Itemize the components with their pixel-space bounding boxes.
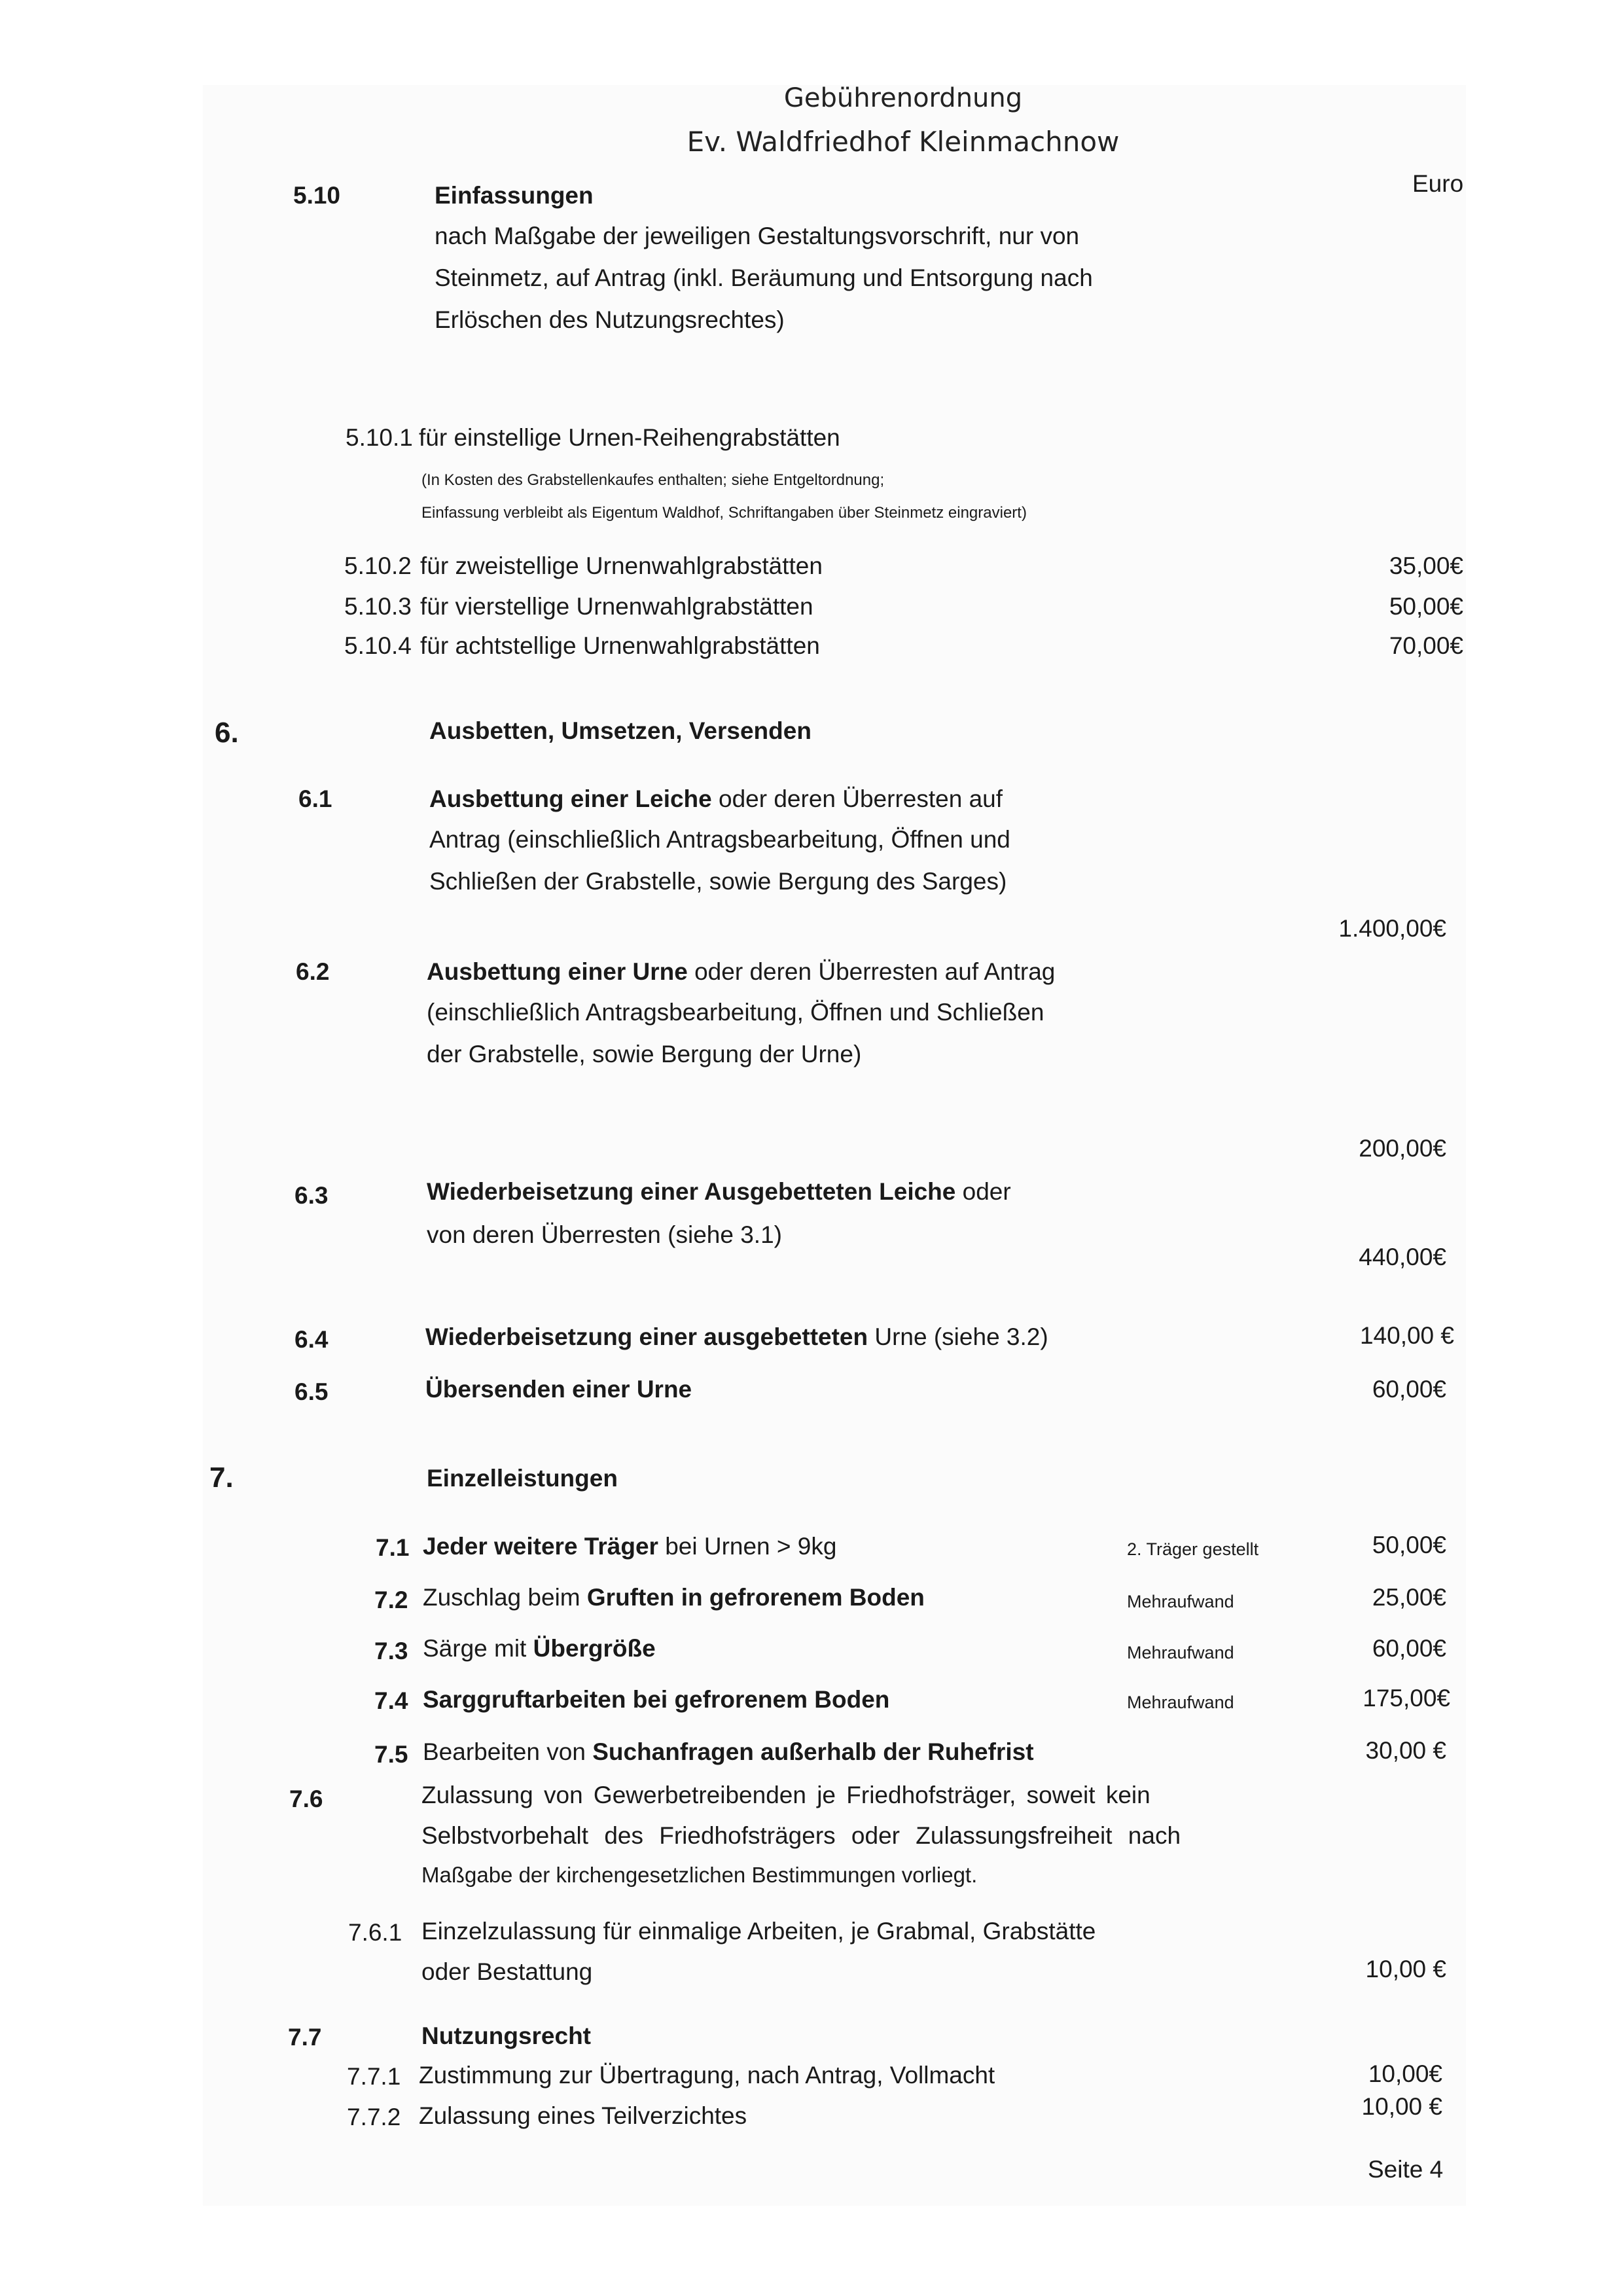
item-text-bold: Suchanfragen außerhalb der Ruhefrist <box>592 1738 1034 1765</box>
item-text <box>427 960 1055 984</box>
item-text-rest: oder deren Überresten auf <box>711 785 1003 812</box>
chapter-title: Ausbetten, Umsetzen, Versenden <box>429 717 812 744</box>
item-price: 440,00€ <box>1359 1244 1446 1270</box>
item-price: 1.400,00€ <box>1338 915 1446 942</box>
item-text: Einzelzulassung für einmalige Arbeiten, je Grabmal, Grabstätte <box>421 1918 1096 1945</box>
section-number: 5.10 <box>293 182 341 209</box>
item-note: Einfassung verbleibt als Eigentum Waldhof, Schriftangaben über Steinmetz eingraviert) <box>421 504 1027 522</box>
item-note: Mehraufwand <box>1127 1592 1234 1611</box>
item-text: für vierstellige Urnenwahlgrabstätten <box>420 593 813 620</box>
currency-label: Euro <box>1412 170 1464 197</box>
page-number: Seite 4 <box>1368 2156 1444 2183</box>
item-text-bold: Gruften in gefrorenem Boden <box>586 1584 925 1611</box>
item-number: 6.4 <box>294 1326 329 1353</box>
item-text-pre: Bearbeiten von <box>423 1738 593 1765</box>
item-number: 5.10.3 <box>344 593 412 620</box>
item-number: 7.1 <box>376 1534 410 1561</box>
item-text: Zulassung von Gewerbetreibenden je Friedhofsträger, soweit kein <box>421 1782 1150 1808</box>
item-price: 10,00 € <box>1365 1956 1446 1982</box>
item-number: 7.7 <box>288 2024 322 2051</box>
item-title: Nutzungsrecht <box>421 2022 591 2049</box>
section-description: nach Maßgabe der jeweiligen Gestaltungsvorschrift, nur von <box>435 223 1080 249</box>
item-number: 7.3 <box>374 1638 408 1664</box>
chapter-title: Einzelleistungen <box>427 1465 618 1492</box>
section-description: Steinmetz, auf Antrag (inkl. Beräumung und Entsorgung nach <box>435 264 1093 291</box>
item-price: 50,00€ <box>1372 1532 1446 1558</box>
item-price: 175,00€ <box>1363 1685 1450 1712</box>
chapter-number: 6. <box>215 717 239 749</box>
item-text: für zweistellige Urnenwahlgrabstätten <box>420 552 823 579</box>
item-text: Sarggruftarbeiten bei gefrorenem Boden <box>423 1686 890 1713</box>
item-number: 7.5 <box>374 1741 408 1768</box>
item-text: Schließen der Grabstelle, sowie Bergung des Sarges) <box>429 868 1007 895</box>
item-text: Zustimmung zur Übertragung, nach Antrag, Vollmacht <box>419 2062 995 2089</box>
item-text: für einstellige Urnen-Reihengrabstätten <box>419 424 840 451</box>
item-price: 140,00 € <box>1359 1322 1454 1349</box>
item-text-pre: Zuschlag beim <box>423 1584 587 1611</box>
item-text-bold: Ausbettung einer Urne <box>427 958 688 985</box>
item-text: für achtstellige Urnenwahlgrabstätten <box>420 632 820 659</box>
item-text: (einschließlich Antragsbearbeitung, Öffnen und Schließen <box>427 999 1044 1026</box>
item-text: der Grabstelle, sowie Bergung der Urne) <box>427 1041 862 1067</box>
item-number: 7.7.2 <box>347 2104 401 2130</box>
item-text-rest: oder <box>955 1178 1011 1205</box>
item-text <box>423 1740 1034 1764</box>
item-text <box>429 787 1003 811</box>
item-price: 50,00€ <box>1389 593 1463 620</box>
chapter-number: 7. <box>209 1462 234 1494</box>
item-price: 70,00€ <box>1389 632 1463 659</box>
item-price: 10,00€ <box>1368 2060 1442 2087</box>
item-text-bold: Jeder weitere Träger <box>423 1533 658 1560</box>
item-number: 7.6.1 <box>348 1919 402 1946</box>
item-text-pre: Särge mit <box>423 1635 533 1662</box>
item-number: 7.6 <box>289 1785 323 1812</box>
item-text-bold: Übergröße <box>533 1635 656 1662</box>
item-text-bold: Ausbettung einer Leiche <box>429 785 712 812</box>
item-text-rest: oder deren Überresten auf Antrag <box>687 958 1056 985</box>
item-text <box>423 1636 656 1660</box>
item-number: 5.10.1 <box>346 424 413 451</box>
item-number: 7.2 <box>374 1587 408 1613</box>
item-text-bold: Wiederbeisetzung einer Ausgebetteten Leiche <box>427 1178 956 1205</box>
item-number: 6.1 <box>298 785 332 812</box>
item-text <box>423 1585 925 1609</box>
header-title: Gebührenordnung <box>783 83 1023 113</box>
item-number: 5.10.2 <box>344 552 412 579</box>
item-text-rest: Urne (siehe 3.2) <box>868 1323 1048 1350</box>
item-text: Zulassung eines Teilverzichtes <box>419 2102 747 2129</box>
item-number: 6.3 <box>294 1182 329 1209</box>
item-price: 30,00 € <box>1365 1737 1446 1764</box>
item-price: 35,00€ <box>1389 552 1463 579</box>
item-text: Selbstvorbehalt des Friedhofsträgers oder Zulassungsfreiheit nach <box>421 1822 1181 1849</box>
item-text <box>423 1534 836 1558</box>
item-price: 60,00€ <box>1372 1635 1446 1662</box>
item-number: 6.5 <box>294 1378 329 1405</box>
item-price: 200,00€ <box>1359 1135 1446 1162</box>
item-text-bold: Wiederbeisetzung einer ausgebetteten <box>425 1323 868 1350</box>
item-text: von deren Überresten (siehe 3.1) <box>427 1221 782 1248</box>
item-note: (In Kosten des Grabstellenkaufes enthalten; siehe Entgeltordnung; <box>421 471 885 489</box>
item-number: 5.10.4 <box>344 632 412 659</box>
item-text <box>427 1179 1011 1204</box>
header-subtitle: Ev. Waldfriedhof Kleinmachnow <box>687 126 1120 158</box>
item-text-rest: bei Urnen > 9kg <box>658 1533 837 1560</box>
item-note: 2. Träger gestellt <box>1127 1539 1259 1559</box>
item-number: 6.2 <box>296 958 330 985</box>
section-description: Erlöschen des Nutzungsrechtes) <box>435 306 785 333</box>
item-text: Maßgabe der kirchengesetzlichen Bestimmungen vorliegt. <box>421 1863 978 1887</box>
item-price: 60,00€ <box>1372 1376 1446 1403</box>
item-text <box>425 1325 1048 1349</box>
item-number: 7.7.1 <box>347 2063 401 2090</box>
item-price: 10,00 € <box>1361 2093 1442 2120</box>
item-text: Übersenden einer Urne <box>425 1376 692 1403</box>
item-text: oder Bestattung <box>421 1958 593 1985</box>
item-price: 25,00€ <box>1372 1584 1446 1611</box>
section-title: Einfassungen <box>435 182 594 209</box>
item-text: Antrag (einschließlich Antragsbearbeitung, Öffnen und <box>429 826 1010 853</box>
item-note: Mehraufwand <box>1127 1693 1234 1712</box>
item-number: 7.4 <box>374 1687 408 1714</box>
item-note: Mehraufwand <box>1127 1643 1234 1662</box>
